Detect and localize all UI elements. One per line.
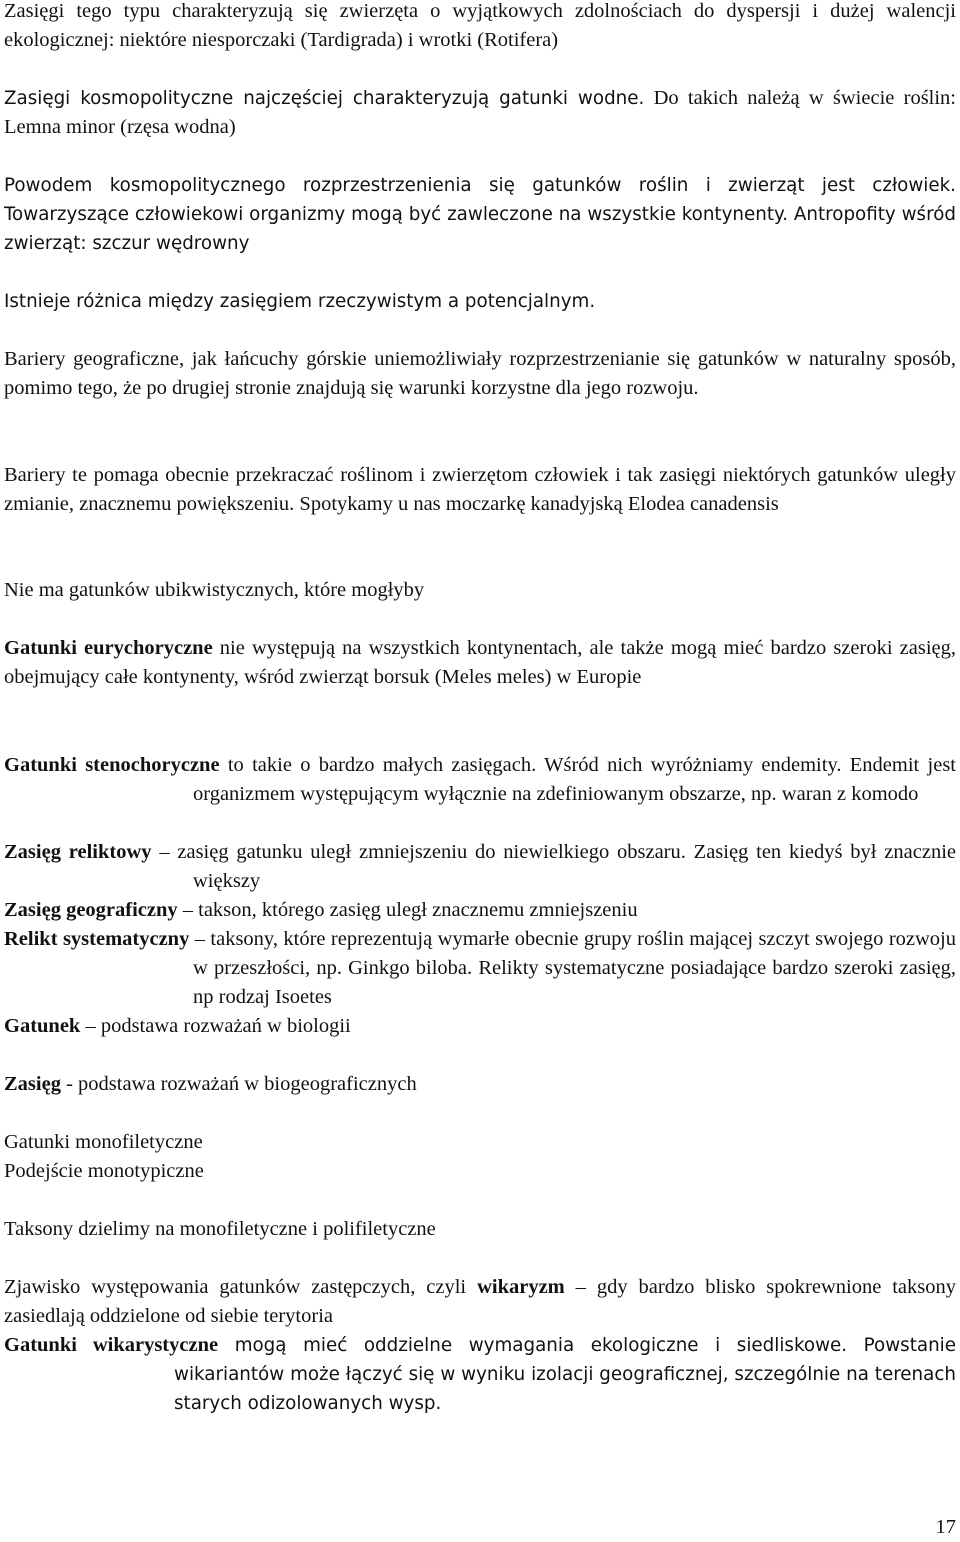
paragraph-cosmopolitan-aquatic	[4, 84, 956, 142]
paragraph-ubiquitous: Nie ma gatunków ubikwistycznych, które mogłyby	[4, 579, 425, 601]
serif-text: Do takich należą w świecie roślin: Lemna minor (rzęsa wodna)	[4, 87, 957, 138]
paragraph-vicariant-species	[4, 1331, 956, 1418]
definition-relict-range: – zasięg gatunku uległ zmniejszeniu do niewielkiego obszaru. Zasięg ten kiedyś był znacznie większy	[151, 841, 956, 892]
vicariance-definition: – gdy bardzo blisko spokrewnione taksony zasiedlają oddzielone od siebie terytoria	[4, 1276, 957, 1327]
sans-text: Zasięgi kosmopolityczne najczęściej charakteryzują gatunki wodne.	[4, 88, 645, 109]
paragraph-stenochoric	[4, 751, 956, 809]
paragraph-dispersal: Zasięgi tego typu charakteryzują się zwierzęta o wyjątkowych zdolnościach do dyspersji i dużej walencji ekologicznej: niektóre niesporczaki (Tardigrada) i wrotki (Rotifera)	[4, 0, 956, 51]
definition-geographic-range: – takson, którego zasięg uległ znacznemu zmniejszeniu	[177, 899, 638, 921]
serif-text: Bariery te pomaga obecnie przekraczać roślinom i zwierzętom człowiek i tak zasięgi niektórych gatunków uległy zmianie, znacznemu powiększeniu.	[4, 464, 956, 515]
serif-text-2: Spotykamy u nas moczarkę kanadyjską Elodea canadensis	[294, 493, 779, 515]
term-systematic-relict: Relikt systematyczny	[4, 928, 190, 950]
term-vicariance: wikaryzm	[477, 1276, 565, 1298]
paragraph-systematic-relict	[4, 925, 956, 1012]
line-monotypic: Podejście monotypiczne	[4, 1160, 204, 1182]
paragraph-geographic-barriers: Bariery geograficzne, jak łańcuchy górskie uniemożliwiały rozprzestrzenianie się gatunków w naturalny sposób, pomimo tego, że po drugiej stronie znajdują się warunki korzystne dla jego rozwoju.	[4, 348, 956, 399]
paragraph-human-cause: Powodem kosmopolitycznego rozprzestrzenienia się gatunków roślin i zwierząt jest człowiek. Towarzyszące człowiekowi organizmy mogą być zawleczone na wszystkie kontynenty. Antropofity wśród zwierząt: szczur wędrowny	[4, 175, 956, 254]
term-stenochoric: Gatunki stenochoryczne	[4, 754, 220, 776]
definition-eurychoric: nie występują na wszystkich kontynentach, ale także mogą mieć bardzo szeroki zasięg, obejmujący całe kontynenty, wśród zwierząt borsuk (Meles meles) w Europie	[4, 637, 956, 688]
paragraph-taxa-division: Taksony dzielimy na monofiletyczne i polifiletyczne	[4, 1218, 436, 1240]
paragraph-range-difference: Istnieje różnica między zasięgiem rzeczywistym a potencjalnym.	[4, 291, 596, 312]
term-eurychoric: Gatunki eurychoryczne	[4, 637, 213, 659]
paragraph-geographic-range	[4, 896, 956, 925]
term-vicariant-species: Gatunki wikarystyczne	[4, 1334, 219, 1356]
paragraph-relict-range	[4, 838, 956, 896]
term-species: Gatunek	[4, 1015, 81, 1037]
definition-species: – podstawa rozważań w biologii	[80, 1015, 351, 1037]
paragraph-eurychoric	[4, 634, 956, 692]
definition-vicariant-species: mogą mieć oddzielne wymagania ekologiczne i siedliskowe. Powstanie wikariantów może łączyć się w wyniku izolacji geograficznej, szczególnie na terenach starych odizolowanych wysp.	[174, 1335, 956, 1414]
term-relict-range: Zasięg reliktowy	[4, 841, 152, 863]
definition-range: - podstawa rozważań w biogeograficznych	[60, 1073, 417, 1095]
paragraph-vicariance	[4, 1273, 956, 1331]
vicariance-intro: Zjawisko występowania gatunków zastępczych, czyli	[4, 1276, 478, 1298]
term-range: Zasięg	[4, 1073, 61, 1095]
paragraph-species	[4, 1012, 956, 1041]
paragraph-range	[4, 1070, 956, 1099]
paragraph-barriers-crossing	[4, 461, 956, 519]
line-monophyletic: Gatunki monofiletyczne	[4, 1131, 203, 1153]
page-number: 17	[935, 1516, 956, 1538]
definition-stenochoric: to takie o bardzo małych zasięgach. Wśród nich wyróżniamy endemity. Endemit jest organizmem występującym wyłącznie na zdefiniowanym obszarze, np. waran z komodo	[193, 754, 956, 805]
term-geographic-range: Zasięg geograficzny	[4, 899, 178, 921]
definition-systematic-relict: – taksony, które reprezentują wymarłe obecnie grupy roślin mającej szczyt swojego rozwoju w przeszłości, np. Ginkgo biloba. Relikty systematyczne posiadające bardzo szeroki zasięg, np rodzaj Isoetes	[189, 928, 956, 1008]
